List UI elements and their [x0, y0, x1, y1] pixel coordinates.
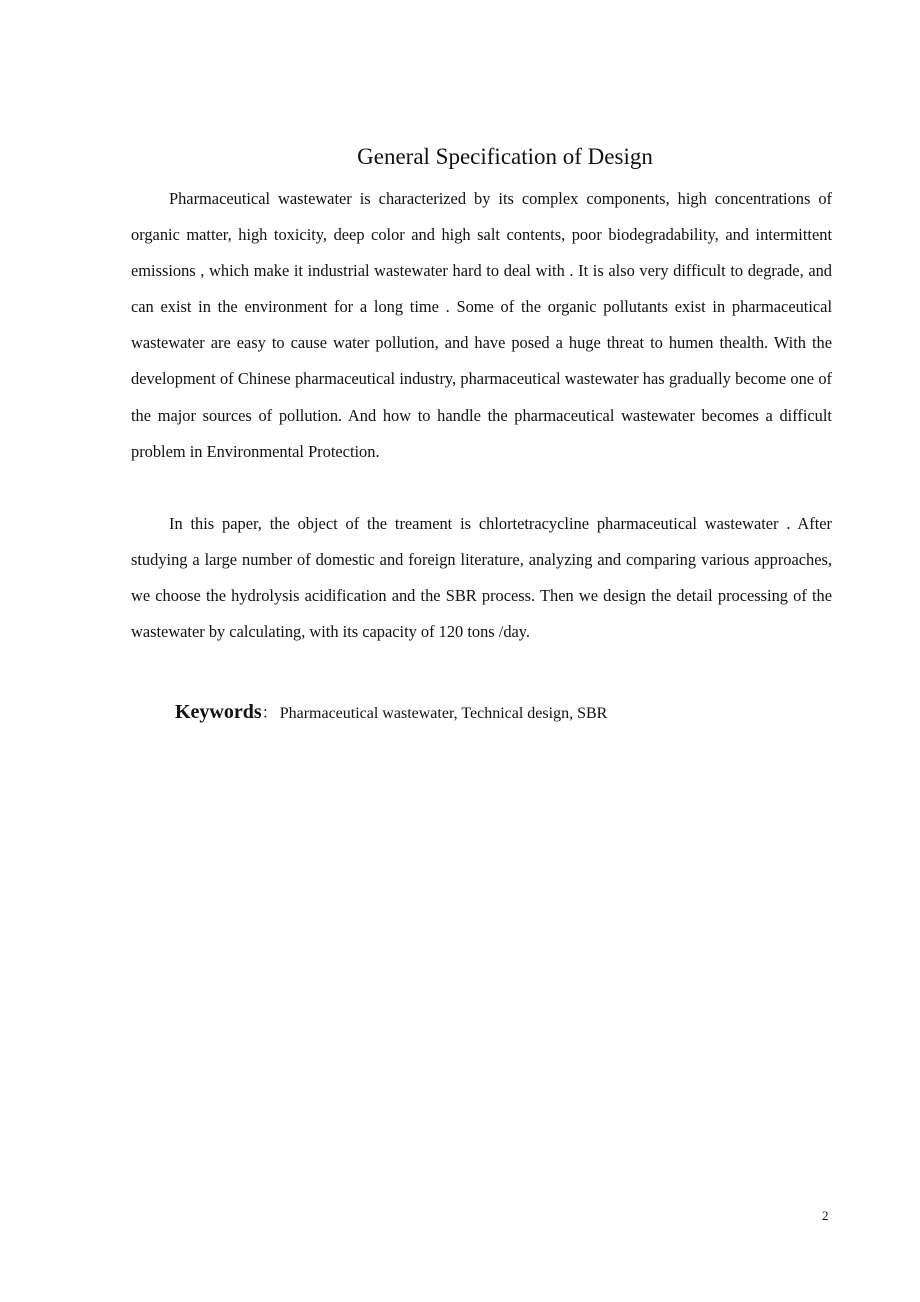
keywords-line — [175, 698, 607, 728]
keywords-value: Pharmaceutical wastewater, Technical design, SBR — [279, 705, 608, 722]
abstract-paragraph-2: In this paper, the object of the treament is chlortetracycline pharmaceutical wastewater . After studying a large number of domestic and foreign literature, analyzing and comparing various approaches, we choose the hydrolysis acidification and the SBR process. Then we design the detail processing of the wastewater by calculating, with its capacity of 120 tons /day. — [131, 514, 832, 642]
keywords-separator: ： — [261, 705, 278, 722]
abstract-paragraph-1: Pharmaceutical wastewater is characterized by its complex components, high concentrations of organic matter, high toxicity, deep color and high salt contents, poor biodegradability, and intermittent emissions , which make it industrial wastewater hard to deal with . It is also very difficult to degrade, and can exist in the environment for a long time . Some of the organic pollutants exist in pharmaceutical wastewater are easy to cause water pollution, and have posed a huge threat to humen thealth. With the development of Chinese pharmaceutical industry, pharmaceutical wastewater has gradually become one of the major sources of pollution. And how to handle the pharmaceutical wastewater becomes a difficult problem in Environmental Protection. — [131, 189, 832, 461]
keywords-label: Keywords — [175, 701, 262, 723]
page-title: General Specification of Design — [357, 144, 653, 169]
page-number: 2 — [822, 1208, 829, 1223]
